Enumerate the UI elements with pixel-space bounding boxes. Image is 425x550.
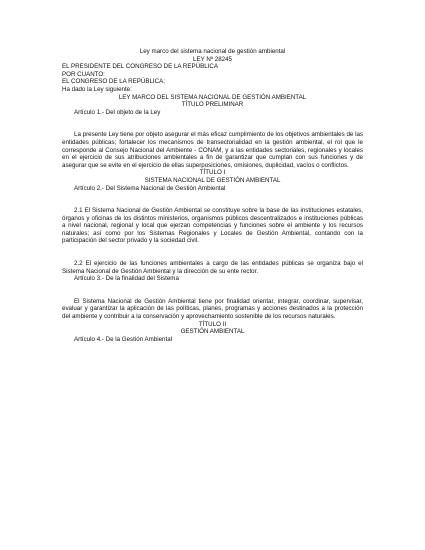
president-line: EL PRESIDENTE DEL CONGRESO DE LA REPÚBLICA (62, 63, 218, 71)
article-2-paragraph-1: 2.1 El Sistema Nacional de Gestión Ambiental se constituye sobre la base de las instituciones estatales, órganos y oficinas de los distintos ministerios, organismos públicos descentralizados e instituciones públicas a nivel nacional, regional y local que ejerzan competencias y funciones sobre el ambiente y los recursos naturales; así como por los Sistemas Regionales y Locales de Gestión Ambiental, contando con la participación del sector privado y la sociedad civil. (62, 207, 363, 245)
document-title: Ley marco del sistema nacional de gestión ambiental (139, 48, 286, 55)
law-heading: LEY MARCO DEL SISTEMA NACIONAL DE GESTIÓN AMBIENTAL (118, 93, 307, 101)
por-cuanto: POR CUANTO: (62, 70, 105, 78)
law-number: LEY Nº 28245 (193, 55, 232, 63)
article-1-heading: Artículo 1.- Del objeto de la Ley (74, 108, 161, 116)
title-2-name: GESTIÓN AMBIENTAL (180, 328, 245, 336)
given-law-line: Ha dado la Ley siguiente: (62, 85, 132, 93)
title-2: TÍTULO II (198, 320, 227, 328)
article-3-body: El Sistema Nacional de Gestión Ambiental tiene por finalidad orientar, integrar, coordinar, supervisar, evaluar y garantizar la aplicación de las políticas, planes, programas y acciones destinados a la protección del ambiente y contribuir a la conservación y aprovechamiento sostenible de los recursos naturales. (62, 297, 363, 321)
article-3-heading: Artículo 3.- De la finalidad del Sistema (74, 275, 179, 283)
article-2-paragraph-2: 2.2 El ejercicio de las funciones ambientales a cargo de las entidades públicas se organiza bajo el Sistema Nacional de Gestión Ambiental y la dirección de su ente rector. (62, 260, 363, 275)
article-4-heading: Artículo 4.- De la Gestión Ambiental (74, 335, 173, 343)
title-1-name: SISTEMA NACIONAL DE GESTIÓN AMBIENTAL (144, 176, 281, 184)
article-1-body: La presente Ley tiene por objeto asegurar el más eficaz cumplimiento de los objetivos ambientales de las entidades públicas; fortalecer los mecanismos de transectorialidad en la gestión ambiental, el rol que le corresponde al Consejo Nacional del Ambiente - CONAM, y a las entidades sectoriales, regionales y locales en el ejercicio de sus atribuciones ambientales a fin de garantizar que cumplan con sus funciones y de asegurar que se evite en el ejercicio de ellas superposiciones, omisiones, duplicidad, vacíos o conflictos. (62, 131, 363, 169)
title-1: TÍTULO I (199, 169, 226, 177)
article-2-heading: Artículo 2.- Del Sistema Nacional de Gestión Ambiental (74, 184, 226, 192)
preliminary-title: TÍTULO PRELIMINAR (181, 101, 244, 109)
congress-line: EL CONGRESO DE LA REPÚBLICA; (62, 78, 165, 86)
